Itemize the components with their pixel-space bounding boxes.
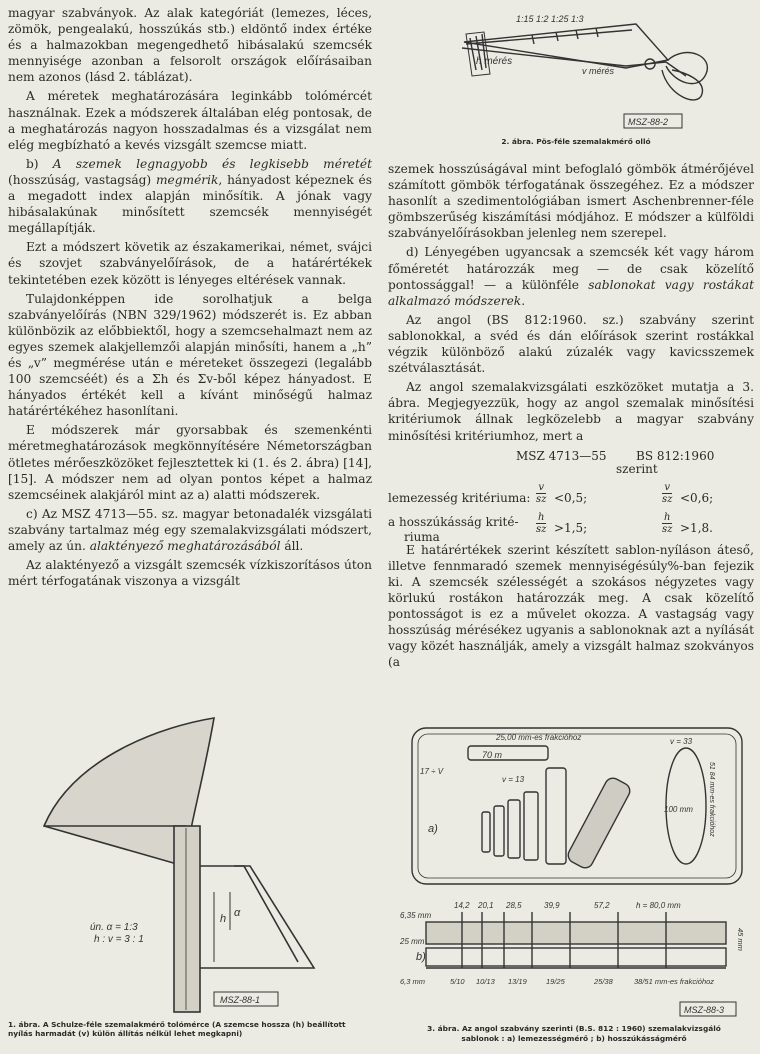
paragraph: Az angol szemalakvizsgálati eszközöket mutatja a 3. ábra. Megjegyezzük, hogy az angol szemalak minősítési kritériumok állnak legközelebb a magyar szabvány minősítési kritériumhoz, mert a [388,380,754,443]
bs-header: BS 812:1960 [636,448,715,463]
mark: 10/13 [476,977,495,986]
right-column [388,161,754,670]
paragraph: b) A szemek legnagyobb és legkisebb méretét (hosszúság, vastagság) megmérik, hányadost képeznek és a megadott index alapján minősítik. A jónak vagy hibásalakúnak minősített szemcsék mennyiségét megállapítják. [8,156,372,236]
paragraph: E határértékek szerint készített sablon-nyíláson áteső, illetve fennmaradó szemek mennyiségésúly%-ban fejezik ki. A szemcsék szélességét a szokásos négyzetes vagy körlukú rostákon határozzák meg. A csak közelítő pontosságot is ez a művelet okozza. A vastagság vagy hosszúság mérésékez ugyanis a sablonoknak azt a nyílását vagy közét használják, amely a vizsgált halmaz szokványos (a [388,542,754,670]
mark: 13/19 [508,977,527,986]
dim-25: 25 mm [400,937,425,946]
scale-label: 1:15 1:2 1:25 1:3 [516,14,584,24]
criterion-1-msz: <0,5; [554,490,588,505]
paragraph: Az alaktényező a vizsgált szemcsék vízkiszorításos úton mért térfogatának viszonya a vizsgált [8,558,372,589]
h-mark: h = 80,0 mm [636,901,681,910]
mark: 57,2 [594,901,610,910]
h-measure-label: h mérés [476,56,513,67]
figure-stamp: MSZ-88-3 [684,1005,725,1015]
paragraph: E módszerek már gyorsabbak és szemenkénti méretmeghatározások megkönnyítésére Németországban ötletes mérőeszközöket fejlesztettek ki (1. és 2. ábra) [14], [15]. A módszer nem ad olyan pontos képet a halmaz szemcséinek alakjáról mint az a) alatti módszerek. [8,423,372,502]
ratio-label-a: ún. α = 1:3 [90,922,138,933]
mark: 38/51 mm-es frakcióhoz [634,977,715,986]
top-dimension: 25,00 mm-es frakcióhoz [496,733,582,742]
dim-v13: v = 13 [502,775,525,784]
left-dimension: 17 ÷ V [420,767,444,776]
mark: 28,5 [506,901,522,910]
paragraph: Ezt a módszert követik az északamerikai, német, svájci és szovjet szabványelőírások, de a határértékek tekintetében ezek között is lényeges eltérések vannak. [8,240,372,287]
criterion-2-label-b: riuma [404,529,440,544]
figure-3-caption-a: 3. ábra. Az angol szabvány szerinti (B.S. 812 : 1960) szemalakvizsgáló [427,1024,721,1033]
dim-70: 70 m [482,750,503,760]
paragraph: d) Lényegében ugyancsak a szemcsék két vagy három főméretét határozzák meg — de csak közelítő pontossággal! — a különféle sablonokat vagy rostákat alkalmazó módszerek. [388,245,754,308]
mark: 19/25 [546,977,565,986]
paragraph: Az angol (BS 812:1960. sz.) szabvány szerint sablonokkal, a svéd és dán előírások szerint rostákkal végzik különböző alakú zúzalék vagy kavicsszemek szétválasztását. [388,312,754,376]
mark: 6,3 mm [400,977,426,986]
v-measure-label: v mérés [582,66,615,76]
criterion-1-label: lemezesség kritériuma: [388,490,531,505]
mark: 5/10 [450,977,465,986]
fraction-v-sz-bs: $\frac{v}{sz}$ [662,481,673,505]
paragraph: magyar szabványok. Az alak kategóriát (lemezes, léces, zömök, pengealakú, hosszúkás stb.) eldöntő index értéke és a halmazokban megengedhető hibásalakú szemcsék mennyisége azonban a felsorolt országok előírásaiban nem azonos (lásd 2. táblázat). [8,6,372,85]
mark: 14,2 [454,901,470,910]
criterion-2-label-a: a hosszúkásság krité- [388,514,519,529]
ratio-label-b: h : v = 3 : 1 [94,934,144,945]
fraction-h-sz-bs: $\frac{h}{sz}$ [662,511,673,535]
mark: 20,1 [478,901,494,910]
paragraph: A méretek meghatározására leginkább tolómércét használnak. Ezek a módszerek általában elég pontosak, de a meghatározás nagyon hosszadalmas és a vizsgálat nem elég megbízható a kevés vizsgált szemcse miatt. [8,89,372,152]
fraction-h-sz: $\frac{h}{sz}$ [536,511,547,535]
figure-2-caption: 2. ábra. Pös-féle szemalakmérő olló [501,137,651,146]
criterion-2-bs: >1,8. [680,520,713,535]
criterion-1-bs: <0,6; [680,490,714,505]
alpha-label: α [234,907,241,919]
h-label: h [220,913,227,925]
criterion-2-msz: >1,5; [554,520,588,535]
fraction-note: 51 84 mm-es frakcióhoz [708,762,715,837]
figure-stamp: MSZ-88-1 [220,995,261,1005]
paragraph: Tulajdonképpen ide sorolhatjuk a belga szabványelőírás (NBN 329/1962) módszerét is. Ez abban különbözik az előbbiektől, hogy a szemcsehalmazt nem az egyes szemek alakjellemzői alapján minősíti, hanem a „h” és „v” megmérése után e méreteket összegezi (legalább 100 szemcséét) és a Σh és Σv-ből képez hányadost. E hányados értékét kell a kívánt minőségű halmaz határértékéhez hasonlítani. [8,291,372,419]
paragraph: szemek hosszúságával mint befoglaló gömbök átmérőjével számított gömbök térfogatának összegéhez. Ez a módszer hasonlít a szedimentológiában ismert Aschenbrenner-féle gömbszerűség kiszámítási módjához. E módszer a külföldi szabványelőírásokban jelenleg nem szerepel. [388,162,754,241]
mark: 25/38 [594,977,613,986]
left-column [8,5,372,589]
msz-header: MSZ 4713—55 [516,448,607,463]
figure-2 [436,4,716,134]
scissors-gauge-drawing [436,4,716,134]
figure-3 [398,722,758,1022]
label-b: b) [416,951,426,963]
paragraph: c) Az MSZ 4713—55. sz. magyar betonadalék vizsgálati szabvány tartalmaz még egy szemalakvizsgálati módszert, amely az ún. alaktényező meghatározásából áll. [8,506,372,553]
figure-1 [14,716,366,1016]
side-mark: 45 mm [736,928,745,951]
mark: 39,9 [544,901,560,910]
figure-1-caption: 1. ábra. A Schulze-féle szemalakmérő tolómérce (A szemcse hossza (h) beállított nyílás harmadát (v) külön állítás nélkül lehet megkapni) [8,1020,346,1038]
fraction-v-sz: $\frac{v}{sz}$ [536,481,547,505]
label-a: a) [428,823,438,835]
dim-100: 100 mm [664,805,693,814]
header-sub: szerint [616,461,658,476]
caliper-drawing [14,716,366,1016]
figure-3-caption-b: sablonok : a) lemezességmérő ; b) hosszúkásságmérő [461,1034,687,1043]
dim-v33: v = 33 [670,737,693,746]
figure-stamp: MSZ-88-2 [628,117,669,127]
dim-635: 6,35 mm [400,911,432,920]
templates-drawing [398,722,758,1022]
criteria-formula [388,446,754,544]
